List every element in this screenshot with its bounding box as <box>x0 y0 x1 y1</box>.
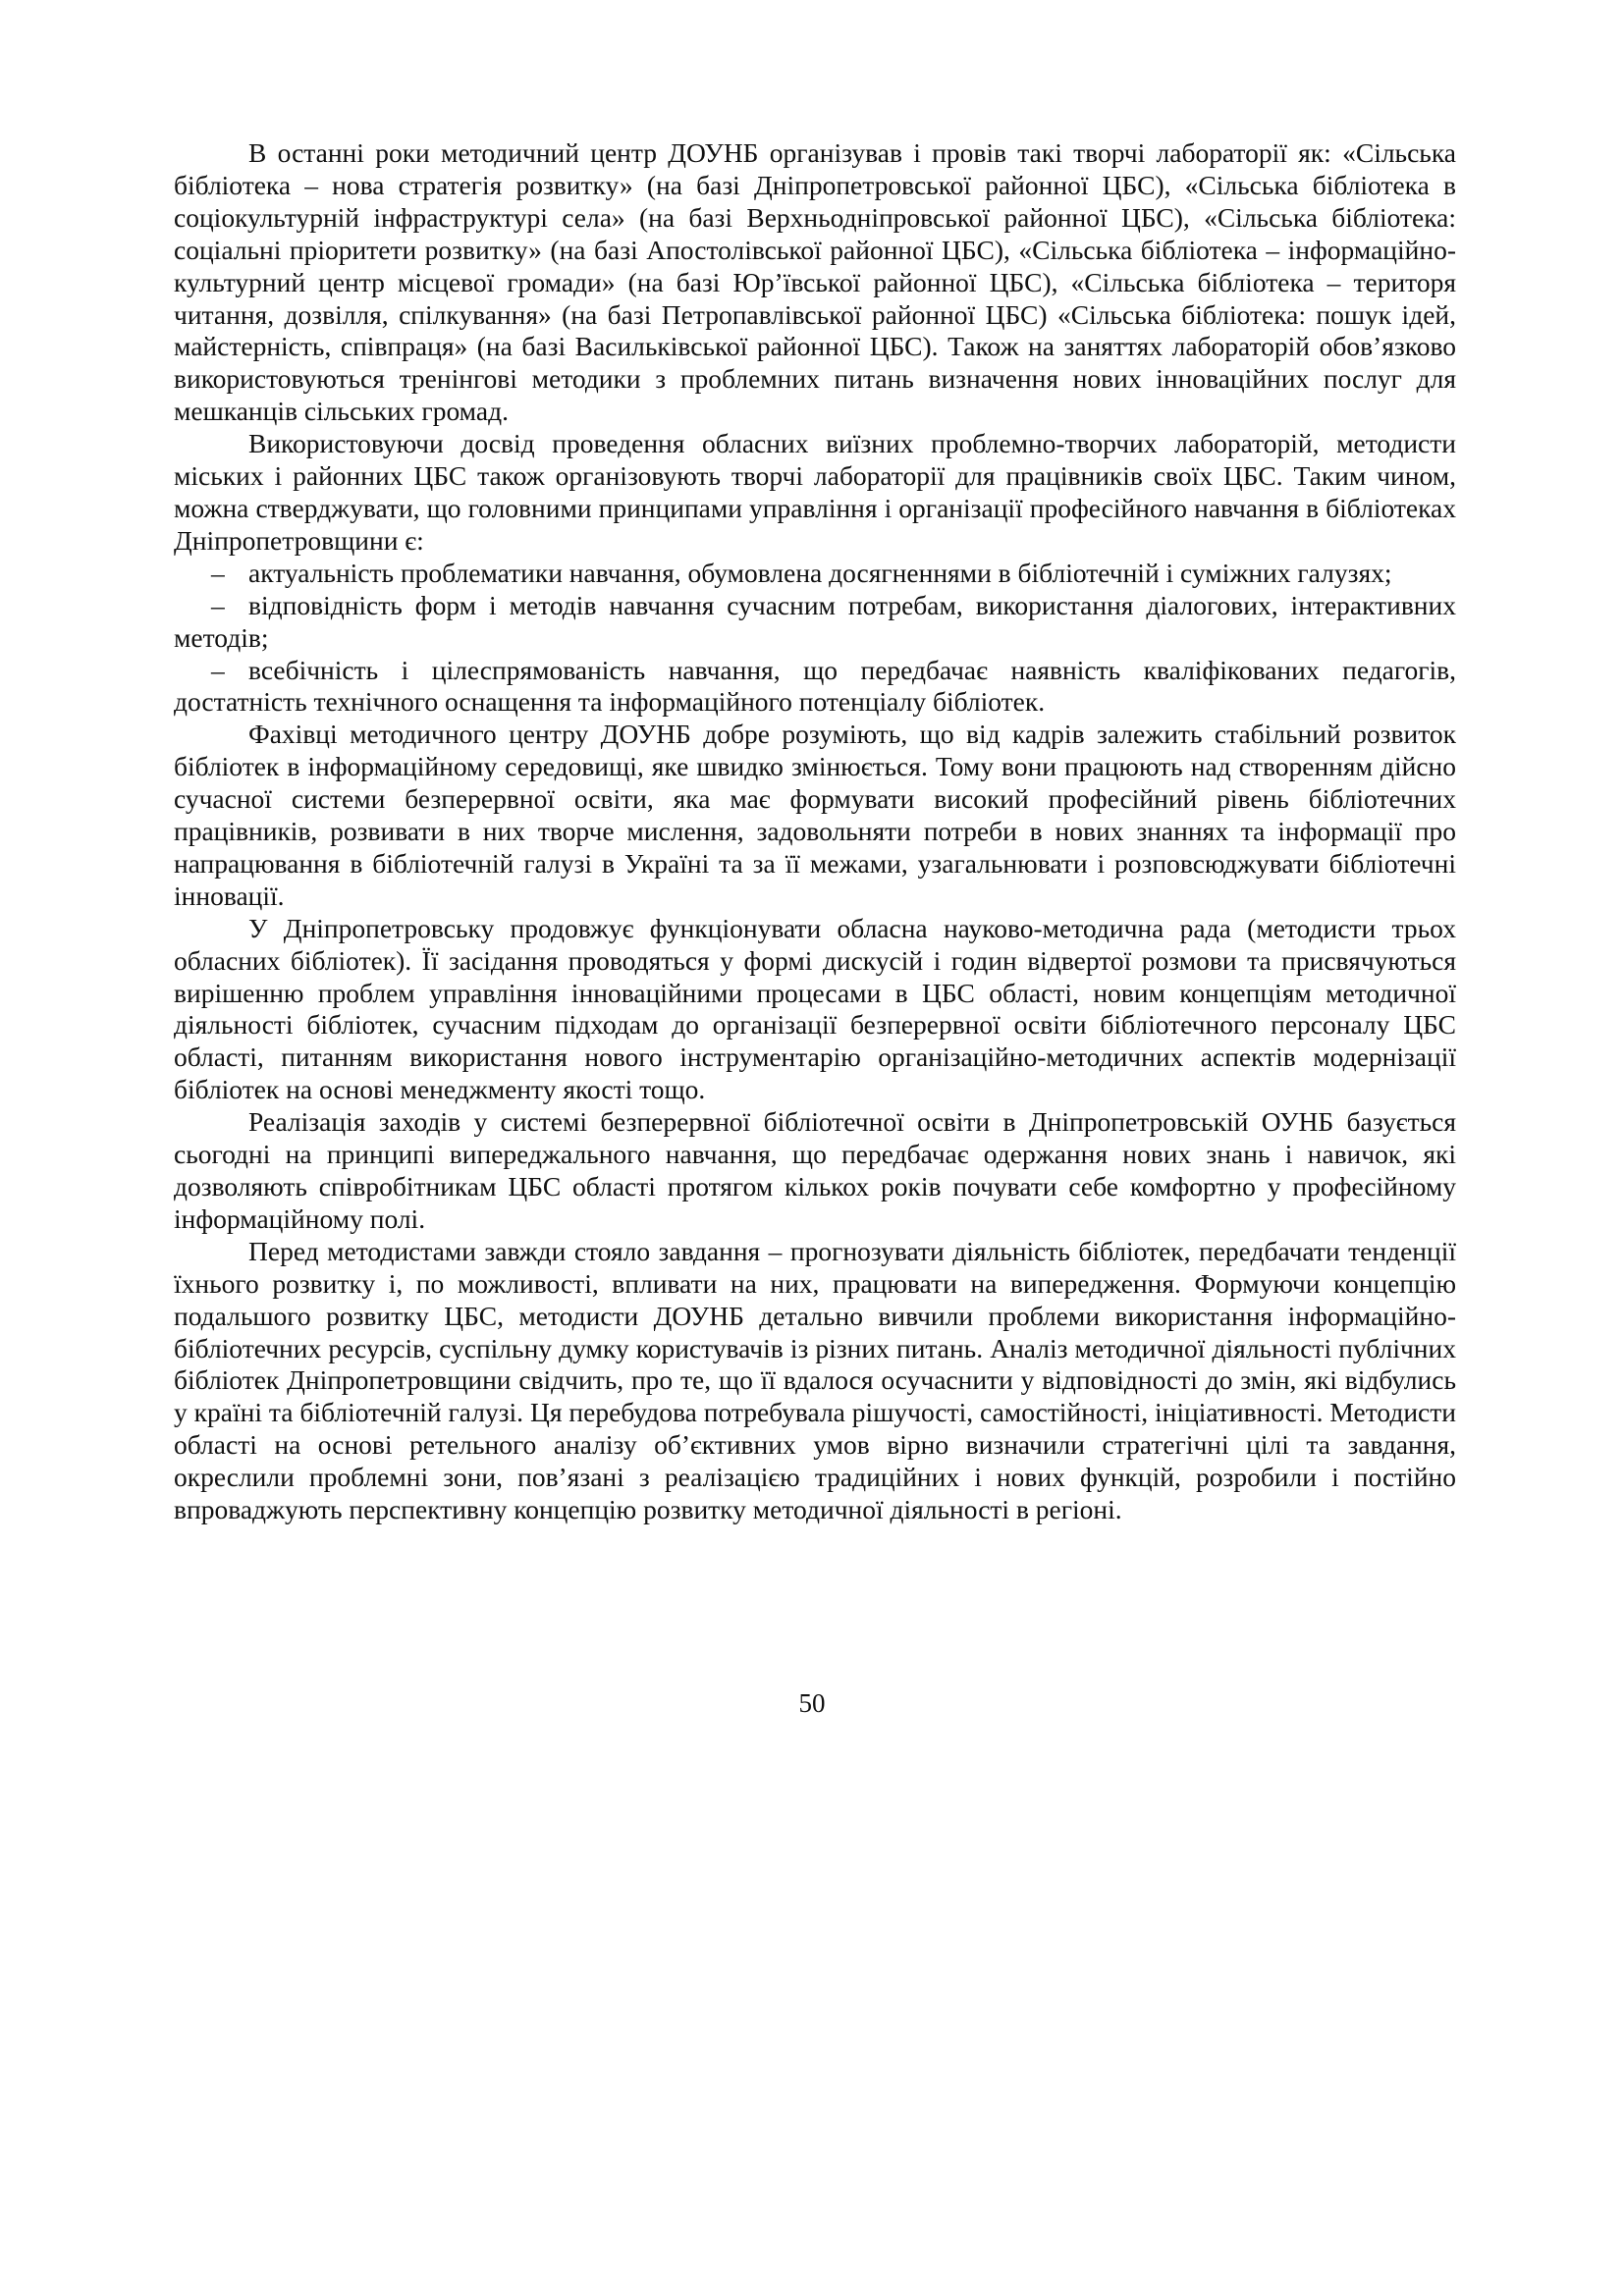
list-item <box>174 655 1456 720</box>
list-item-text: всебічність і цілеспрямованість навчання, що передбачає наявність кваліфікованих педагогів, достатність технічного оснащення та інформаційного потенціалу бібліотек. <box>174 654 1456 718</box>
list-item-text: відповідність форм і методів навчання сучасним потребам, використання діалогових, інтерактивних методів; <box>174 589 1456 653</box>
page-number: 50 <box>798 1688 826 1718</box>
bullet-marker: – <box>211 557 225 588</box>
paragraph-advanced-learning: Реалізація заходів у системі безперервної бібліотечної освіти в Дніпропетровській ОУНБ базується сьогодні на принципі випереджального навчання, що передбачає одержання нових знань і навичок, які дозволяють співробітникам ЦБС області протягом кількох років почувати себе комфортно у професійному інформаційному полі. <box>174 1106 1456 1234</box>
paragraph-creative-labs: В останні роки методичний центр ДОУНБ організував і провів такі творчі лабораторії як: «Сільська бібліотека – нова стратегія розвитку» (на базі Дніпропетровської районної ЦБС), «Сільська бібліотека в соціокультурній інфраструктурі села» (на базі Верхньодніпровської районної ЦБС), «Сільська бібліотека: соціальні пріоритети розвитку» (на базі Апостолівської районної ЦБС), «Сільська бібліотека – інформаційно-культурний центр місцевої громади» (на базі Юр’ївської районної ЦБС), «Сільська бібліотека – територя читання, дозвілля, спілкування» (на базі Петропавлівської районної ЦБС) «Сільська бібліотека: пошук ідей, майстерність, співпраця» (на базі Васильківської районної ЦБС). Також на заняттях лабораторій обов’язково використовуються тренінгові методики з проблемних питань визначення нових інноваційних послуг для мешканців сільських громад. <box>174 137 1456 427</box>
paragraph-forecasting: Перед методистами завжди стояло завдання – прогнозувати діяльність бібліотек, передбачати тенденції їхнього розвитку і, по можливості, впливати на них, працювати на випередження. Формуючи концепцію подальшого розвитку ЦБС, методисти ДОУНБ детально вивчили проблеми використання інформаційно-бібліотечних ресурсів, суспільну думку користувачів із різних питань. Аналіз методичної діяльності публічних бібліотек Дніпропетровщини свідчить, про те, що її вдалося осучаснити у відповідності до змін, які відбулись у країні та бібліотечній галузі. Ця перебудова потребувала рішучості, самостійності, ініціативності. Методисти області на основі ретельного аналізу об’єктивних умов вірно визначили стратегічні цілі та завдання, окреслили проблемні зони, пов’язані з реалізацією традиційних і нових функцій, розробили і постійно впроваджують перспективну концепцію розвитку методичної діяльності в регіоні. <box>174 1235 1456 1525</box>
paragraph-methodical-council: У Дніпропетровську продовжує функціонувати обласна науково-методична рада (методисти трьох обласних бібліотек). Її засідання проводяться у формі дискусій і годин відвертої розмови та присвячуються вирішенню проблем управління інноваційними процесами в ЦБС області, новим концепціям методичної діяльності бібліотек, сучасним підходам до організації безперервної освіти бібліотечного персоналу ЦБС області, питанням використання нового інструментарію організаційно-методичних аспектів модернізації бібліотек на основі менеджменту якості тощо. <box>174 912 1456 1105</box>
list-item <box>174 558 1456 590</box>
bullet-marker: – <box>211 589 225 620</box>
list-item <box>174 590 1456 655</box>
paragraph-continuous-education: Фахівці методичного центру ДОУНБ добре розуміють, що від кадрів залежить стабільний розвиток бібліотек в інформаційному середовищі, яке швидко змінюється. Тому вони працюють над створенням дійсно сучасної системи безперервної освіти, яка має формувати високий професійний рівень бібліотечних працівників, розвивати в них творче мислення, задовольняти потреби в нових знаннях та інформації про напрацювання в бібліотечній галузі в Україні та за її межами, узагальнювати і розповсюджувати бібліотечні інновації. <box>174 719 1456 911</box>
list-item-text: актуальність проблематики навчання, обумовлена досягненнями в бібліотечній і суміжних галузях; <box>248 557 1392 588</box>
body-text <box>174 137 1456 1526</box>
paragraph-principles-intro: Використовуючи досвід проведення обласних виїзних проблемно-творчих лабораторій, методисти міських і районних ЦБС також організовують творчі лабораторії для працівників своїх ЦБС. Таким чином, можна стверджувати, що головними принципами управління і організації професійного навчання в бібліотеках Дніпропетровщини є: <box>174 428 1456 556</box>
bullet-marker: – <box>211 654 225 685</box>
